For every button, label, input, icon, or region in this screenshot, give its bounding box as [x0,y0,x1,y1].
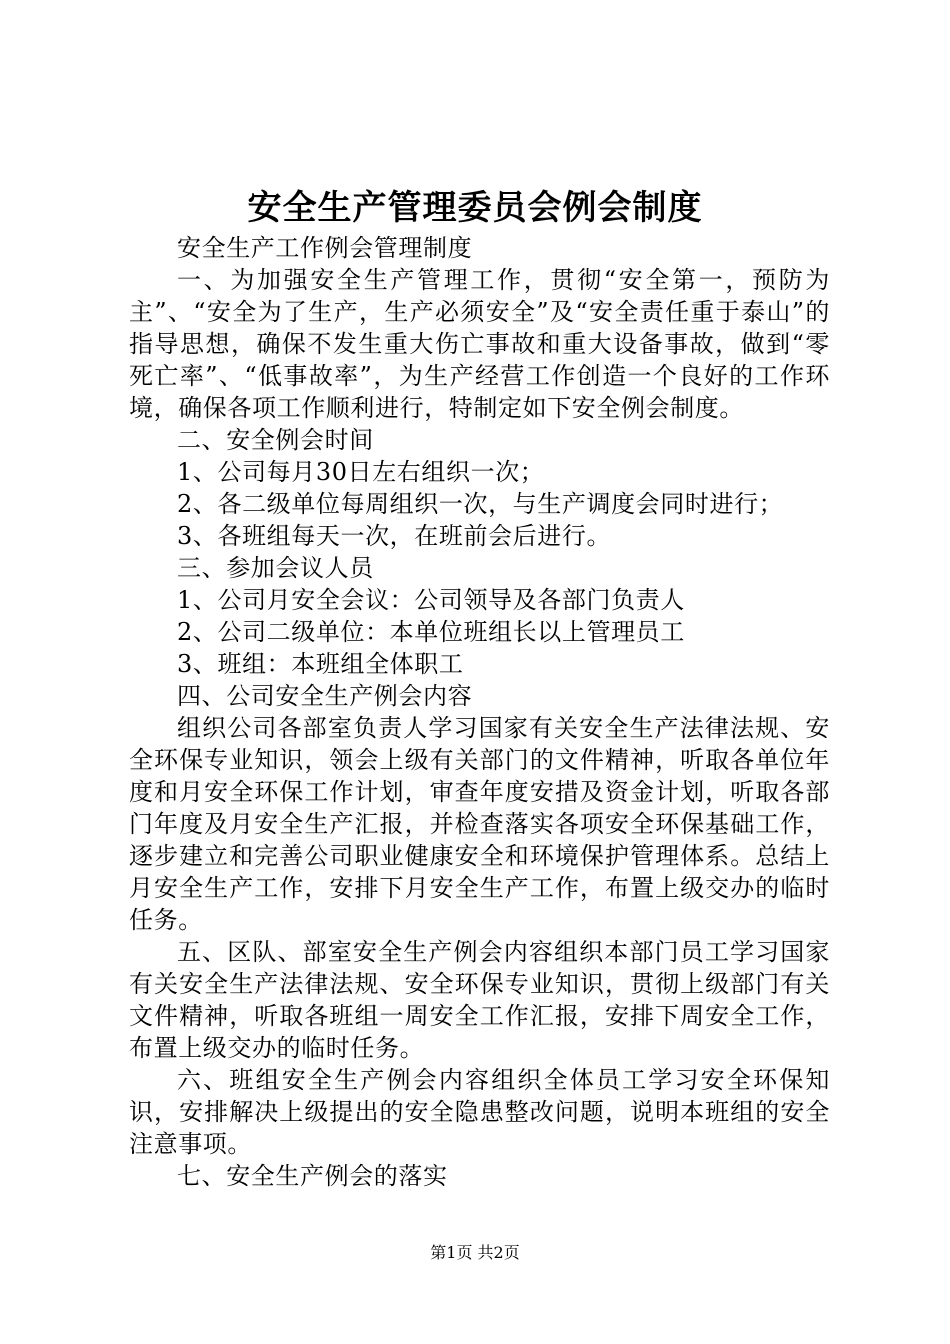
paragraph: 1、公司月安全会议：公司领导及各部门负责人 [177,586,685,614]
paragraph: 安全生产工作例会管理制度 [177,234,473,262]
paragraph: 组织公司各部室负责人学习国家有关安全生产法律法规、安全环保专业知识，领会上级有关部门的文件精神，听取各单位年度和月安全环保工作计划，审查年度安措及资金计划，听取各部门年度及月安全生产汇报，并检查落实各项安全环保基础工作，逐步建立和完善公司职业健康安全和环境保护管理体系。总结上月安全生产工作，安排下月安全生产工作，布置上级交办的临时任务。 [129,714,830,934]
paragraph: 3、各班组每天一次，在班前会后进行。 [177,522,612,550]
document-title: 安全生产管理委员会例会制度 [247,188,703,228]
paragraph: 一、为加强安全生产管理工作，贯彻“安全第一，预防为主”、“安全为了生产，生产必须安全”及“安全责任重于泰山”的指导思想，确保不发生重大伤亡事故和重大设备事故，做到“零死亡率”、“低事故率”，为生产经营工作创造一个良好的工作环境，确保各项工作顺利进行，特制定如下安全例会制度。 [129,266,830,422]
paragraph: 七、安全生产例会的落实 [177,1162,448,1190]
paragraph: 1、公司每月30日左右组织一次； [177,458,545,486]
paragraph: 2、公司二级单位：本单位班组长以上管理员工 [177,618,685,646]
paragraph: 四、公司安全生产例会内容 [177,682,473,710]
paragraph: 三、参加会议人员 [177,554,374,582]
paragraph: 2、各二级单位每周组织一次，与生产调度会同时进行； [177,490,784,518]
document-body [129,232,830,1192]
paragraph: 六、班组安全生产例会内容组织全体员工学习安全环保知识，安排解决上级提出的安全隐患整改问题，说明本班组的安全注意事项。 [129,1066,830,1158]
paragraph: 二、安全例会时间 [177,426,374,454]
paragraph: 五、区队、部室安全生产例会内容组织本部门员工学习国家有关安全生产法律法规、安全环保专业知识，贯彻上级部门有关文件精神，听取各班组一周安全工作汇报，安排下周安全工作，布置上级交办的临时任务。 [129,938,830,1062]
page-footer: 第1页 共2页 [430,1243,520,1262]
paragraph: 3、班组：本班组全体职工 [177,650,464,678]
